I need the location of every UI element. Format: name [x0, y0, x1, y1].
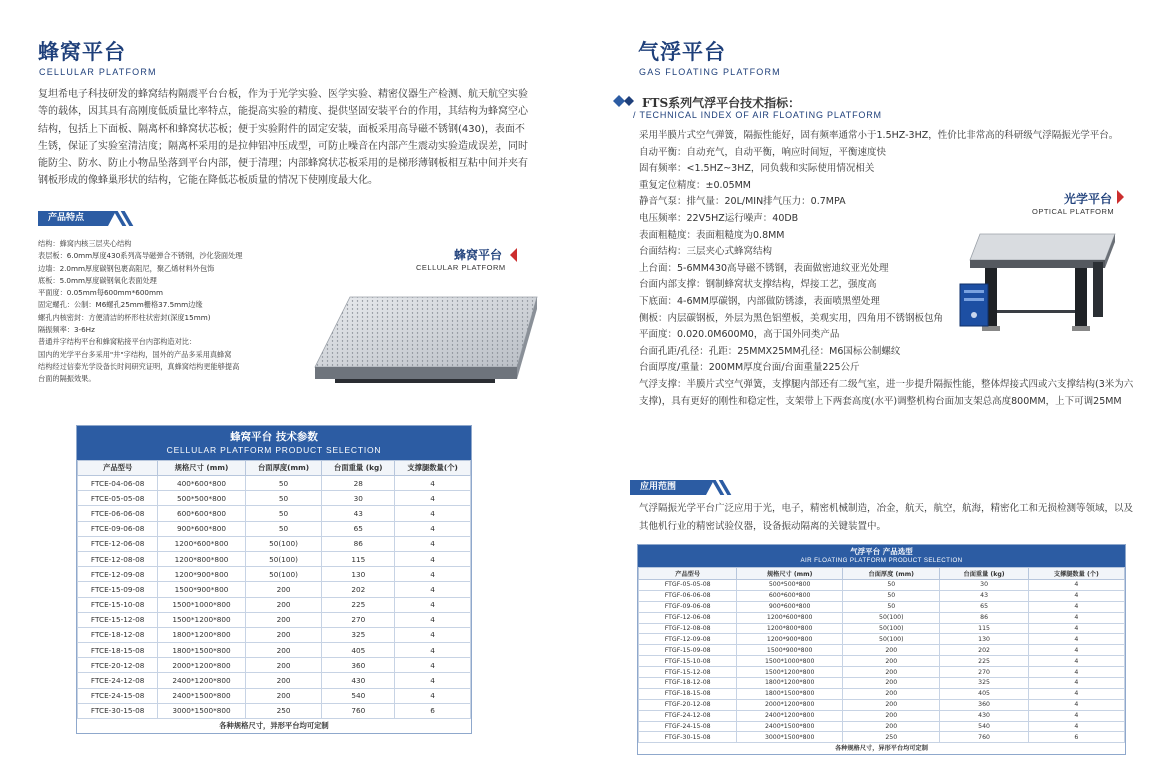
table-cell: 430: [940, 710, 1028, 721]
table-cell: 4: [1028, 688, 1124, 699]
table-cell: 4: [1028, 601, 1124, 612]
table-cell: 50(100): [245, 536, 322, 551]
table-cell: FTCE-15-09-08: [78, 582, 158, 597]
table-cell: 4: [1028, 634, 1124, 645]
table-row: [639, 688, 1125, 699]
spec-item: 静音气泵：排气量：20L/MIN排气压力：0.7MPA: [639, 196, 846, 208]
table-cell: 115: [940, 623, 1028, 634]
table-cell: 200: [245, 658, 322, 673]
spec-item: 气浮支撑：半膜片式空气弹簧，支撑腿内部还有二级气室，进一步提升隔振性能，整体焊接式四或六支撑结构(3米为六支撑)，具有更好的刚性和稳定性，支架带上下两套高度(水平)调整机构台面加支架总高度800MM，上下可调25MM: [639, 378, 1134, 407]
table-row: [78, 551, 471, 566]
table-cell: 1800*1500*800: [158, 643, 245, 658]
table-cell: 400*600*800: [158, 476, 245, 491]
spec-item: 采用半膜片式空气弹簧，隔振性能好，固有频率通常小于1.5HZ-3HZ，性价比非常高的科研级气浮隔振光学平台。: [639, 130, 1119, 141]
table-cell: 4: [395, 582, 471, 597]
table-cell: FTGF-18-12-08: [639, 678, 737, 689]
table-row: [78, 673, 471, 688]
table-title: 蜂窝平台 技术参数: [230, 431, 318, 443]
table-cell: 115: [322, 551, 395, 566]
table-cell: 65: [940, 601, 1028, 612]
table-row: [639, 612, 1125, 623]
spec-item: 自动平衡：自动充气，自动平衡，响应时间短，平衡速度快: [639, 146, 887, 158]
spec-item: 表面粗糙度：表面粗糙度为0.8MM: [639, 229, 785, 241]
table-cell: 325: [940, 678, 1028, 689]
table-cell: 900*600*800: [158, 521, 245, 536]
table-cell: FTCE-20-12-08: [78, 658, 158, 673]
table-row: [639, 590, 1125, 601]
table-cell: 600*600*800: [737, 590, 843, 601]
table-cell: 1800*1500*800: [737, 688, 843, 699]
table-row: [78, 536, 471, 551]
spec-item: 平面度：0.020.0M600M0，高于国外同类产品: [639, 329, 840, 341]
table-cell: 130: [940, 634, 1028, 645]
table-cell: FTCE-18-12-08: [78, 627, 158, 642]
table-cell: 50(100): [843, 612, 940, 623]
table-row: [639, 601, 1125, 612]
table-row: [78, 582, 471, 597]
table-cell: 4: [1028, 623, 1124, 634]
table-cell: FTGF-15-12-08: [639, 667, 737, 678]
table-cell: FTGF-15-09-08: [639, 645, 737, 656]
table-cell: 4: [395, 491, 471, 506]
table-cell: 4: [395, 476, 471, 491]
table-cell: 1500*900*800: [737, 645, 843, 656]
column-header: 台面重量 (kg): [940, 568, 1028, 580]
table-cell: 6: [395, 703, 471, 718]
table-cell: FTGF-12-08-08: [639, 623, 737, 634]
table-row: [639, 699, 1125, 710]
table-row: [78, 612, 471, 627]
table-row: [78, 643, 471, 658]
table-footer: 各种规格尺寸，异形平台均可定制: [835, 745, 928, 753]
spec-item: 重复定位精度：±0.05MM: [639, 179, 752, 191]
table-cell: 43: [940, 590, 1028, 601]
table-cell: FTCE-12-08-08: [78, 551, 158, 566]
table-cell: FTCE-15-10-08: [78, 597, 158, 612]
table-cell: 50: [843, 580, 940, 591]
table-cell: 4: [395, 597, 471, 612]
column-header: 台面厚度 (mm): [843, 568, 940, 580]
page-subtitle: CELLULAR PLATFORM: [39, 67, 157, 77]
table-cell: 200: [245, 688, 322, 703]
table-cell: 28: [322, 476, 395, 491]
feature-item: 国内的光学平台多采用"井"字结构，国外的产品多采用真蜂窝: [38, 349, 232, 359]
table-title: 气浮平台 产品选型: [850, 547, 913, 556]
page-title: 蜂窝平台: [38, 40, 126, 64]
table-subtitle: AIR FLOATING PLATFORM PRODUCT SELECTION: [800, 557, 963, 564]
cellular-platform-image: [305, 295, 540, 390]
table-footer: 各种规格尺寸，异形平台均可定制: [219, 721, 329, 730]
table-cell: 1800*1200*800: [158, 627, 245, 642]
table-cell: FTCE-18-15-08: [78, 643, 158, 658]
table-row: [78, 658, 471, 673]
table-row: [78, 597, 471, 612]
product-sublabel: OPTICAL PLATFORM: [1032, 207, 1115, 216]
table-cell: 4: [395, 643, 471, 658]
spec-item: 固有频率：<1.5HZ~3HZ，同负载和实际使用情况相关: [639, 163, 875, 175]
page-subtitle: GAS FLOATING PLATFORM: [639, 67, 781, 77]
table-cell: 1200*900*800: [737, 634, 843, 645]
feature-item: 底板：5.0mm厚度碳钢氧化表面处理: [38, 275, 157, 285]
table-subtitle: CELLULAR PLATFORM PRODUCT SELECTION: [166, 445, 382, 455]
table-cell: FTCE-12-09-08: [78, 567, 158, 582]
table-cell: 50(100): [843, 623, 940, 634]
table-cell: 4: [395, 688, 471, 703]
table-cell: 2000*1200*800: [737, 699, 843, 710]
column-header: 产品型号: [78, 461, 158, 476]
table-cell: 1200*600*800: [158, 536, 245, 551]
table-cell: 3000*1500*800: [737, 732, 843, 743]
fts-section-title: FTS系列气浮平台技术指标：: [642, 96, 801, 110]
table-cell: 50(100): [843, 634, 940, 645]
table-cell: FTCE-06-06-08: [78, 506, 158, 521]
product-label: 光学平台: [1063, 192, 1112, 206]
table-cell: 4: [1028, 612, 1124, 623]
spec-item: 侧板：内层碳钢板，外层为黑色铝塑板，美观实用，四角用不锈钢板包角: [639, 312, 944, 324]
intro-paragraph: 复坦希电子科技研发的蜂窝结构隔震平台台板，作为于光学实验、医学实验、精密仪器生产检测、航天航空实验等的载体，因其具有高刚度低质量比率特点，能提高实验的精度、提供坚固安装平台的作用，其结构为蜂窝空心结构，包括上下面板、隔离杯和蜂窝状芯板；便于实验附件的固定安装，面板采用高导磁不锈钢(430)，表面不生锈，保证了实验室清洁度；隔离杯采用的是拉伸铝冲压成型，可防止噪音在内部产生震动实验造成误差，同时能防尘、防水、防止小物品坠落到平台内部，便于清理；内部蜂窝状芯板采用的是梯形薄钢板相互粘中间并夹有钢板形成的像蜂巢形状的结构，它能在降低芯板质量的情况下使刚度最大化。: [38, 89, 528, 187]
table-cell: 500*500*800: [737, 580, 843, 591]
table-cell: 4: [1028, 590, 1124, 601]
table-cell: FTCE-15-12-08: [78, 612, 158, 627]
table-row: [639, 710, 1125, 721]
table-cell: FTCE-04-06-08: [78, 476, 158, 491]
table-cell: 4: [395, 567, 471, 582]
table-cell: 50: [245, 506, 322, 521]
spec-item: 台面孔距/孔径：孔距：25MMX25MM孔径：M6国标公制螺纹: [639, 345, 901, 357]
features-tag: [38, 211, 108, 226]
table-cell: FTGF-18-15-08: [639, 688, 737, 699]
table-cell: 4: [395, 506, 471, 521]
table-row: [78, 567, 471, 582]
table-cell: FTCE-09-06-08: [78, 521, 158, 536]
table-cell: 130: [322, 567, 395, 582]
table-cell: 500*500*800: [158, 491, 245, 506]
table-cell: 225: [322, 597, 395, 612]
feature-item: 结构：蜂窝内核三层夹心结构: [38, 239, 132, 248]
table-row: [78, 476, 471, 491]
table-cell: FTGF-15-10-08: [639, 656, 737, 667]
table-cell: FTGF-20-12-08: [639, 699, 737, 710]
table-row: [78, 688, 471, 703]
table-cell: 200: [843, 688, 940, 699]
table-cell: 760: [940, 732, 1028, 743]
table-cell: 6: [1028, 732, 1124, 743]
table-cell: FTCE-30-15-08: [78, 703, 158, 718]
table-cell: 1200*800*800: [737, 623, 843, 634]
table-row: [78, 521, 471, 536]
air-floating-spec-table: [637, 544, 1126, 755]
table-cell: FTCE-12-06-08: [78, 536, 158, 551]
table-cell: 200: [843, 699, 940, 710]
table-cell: 4: [395, 612, 471, 627]
table-cell: 2400*1200*800: [737, 710, 843, 721]
table-row: [639, 667, 1125, 678]
table-cell: 760: [322, 703, 395, 718]
table-cell: 1200*600*800: [737, 612, 843, 623]
table-cell: 4: [395, 521, 471, 536]
apply-paragraph: 气浮隔振光学平台广泛应用于光，电子，精密机械制造，冶金，航天，航空，航海，精密化工和无损检测等领域，以及其他机行业的精密试验仪器，设备振动隔离的关键装置中。: [639, 503, 1134, 532]
table-cell: FTGF-12-09-08: [639, 634, 737, 645]
spec-item: 台面厚度/重量：200MM厚度台面/台面重量225公斤: [639, 362, 860, 374]
table-cell: 4: [1028, 645, 1124, 656]
fts-section-subtitle: / TECHNICAL INDEX OF AIR FLOATING PLATFORM: [633, 110, 882, 120]
table-cell: 2400*1500*800: [158, 688, 245, 703]
table-cell: 405: [322, 643, 395, 658]
table-row: [639, 623, 1125, 634]
table-cell: FTGF-05-05-08: [639, 580, 737, 591]
table-cell: FTGF-30-15-08: [639, 732, 737, 743]
table-cell: 540: [322, 688, 395, 703]
table-cell: 1200*800*800: [158, 551, 245, 566]
table-cell: 270: [940, 667, 1028, 678]
table-row: [639, 656, 1125, 667]
feature-item: 平面度：0.05mm每600mm*600mm: [38, 288, 163, 298]
table-cell: FTCE-05-05-08: [78, 491, 158, 506]
table-cell: 200: [843, 656, 940, 667]
table-cell: 86: [322, 536, 395, 551]
table-cell: 200: [843, 721, 940, 732]
table-cell: 200: [245, 627, 322, 642]
table-cell: 270: [322, 612, 395, 627]
table-cell: 4: [1028, 667, 1124, 678]
air-floating-table: [638, 567, 1125, 743]
table-cell: 600*600*800: [158, 506, 245, 521]
table-cell: 325: [322, 627, 395, 642]
table-cell: 50: [843, 590, 940, 601]
table-row: [639, 645, 1125, 656]
features-list: [38, 238, 303, 386]
table-cell: 4: [395, 627, 471, 642]
table-cell: 1500*1000*800: [737, 656, 843, 667]
table-cell: 200: [245, 643, 322, 658]
table-cell: FTCE-24-15-08: [78, 688, 158, 703]
feature-item: 边墙：2.0mm厚度碳钢包裹高阻尼，聚乙烯材料外包饰: [38, 263, 215, 273]
table-cell: FTGF-06-06-08: [639, 590, 737, 601]
table-cell: 50: [245, 521, 322, 536]
table-cell: 4: [1028, 656, 1124, 667]
table-row: [639, 678, 1125, 689]
table-cell: 4: [395, 551, 471, 566]
table-cell: 2400*1200*800: [158, 673, 245, 688]
apply-tag: [630, 480, 706, 495]
table-row: [639, 634, 1125, 645]
red-triangle-icon: [510, 248, 517, 262]
feature-item: 表层板：6.0mm厚度430系列高导磁弹合不锈钢，沙化袋面处理: [38, 251, 243, 261]
table-cell: 225: [940, 656, 1028, 667]
table-cell: 900*600*800: [737, 601, 843, 612]
table-cell: 30: [322, 491, 395, 506]
table-row: [78, 491, 471, 506]
cellular-table: [77, 460, 471, 719]
spec-item: 电压频率：22V5HZ运行噪声：40DB: [639, 212, 799, 224]
column-header: 台面重量 (kg): [322, 461, 395, 476]
table-cell: 360: [322, 658, 395, 673]
table-cell: 1500*1000*800: [158, 597, 245, 612]
table-cell: 50(100): [245, 551, 322, 566]
table-cell: 86: [940, 612, 1028, 623]
spec-item: 上台面：5-6MM430高导磁不锈钢，表面做密迪纹亚光处理: [639, 262, 889, 274]
feature-item: 隔振频率：3-6Hz: [38, 325, 95, 335]
product-label: 蜂窝平台: [453, 248, 502, 262]
table-cell: 1200*900*800: [158, 567, 245, 582]
table-cell: 200: [843, 710, 940, 721]
table-cell: FTGF-12-06-08: [639, 612, 737, 623]
table-cell: 50(100): [245, 567, 322, 582]
double-diamond-icon: [613, 95, 637, 107]
red-triangle-icon: [1117, 190, 1124, 204]
table-cell: 1500*1200*800: [737, 667, 843, 678]
table-row: [78, 506, 471, 521]
table-cell: 4: [395, 658, 471, 673]
table-cell: 50: [843, 601, 940, 612]
table-cell: 200: [245, 612, 322, 627]
feature-item: 普通并字结构平台和蜂窝粘接平台内部构造对比：: [38, 337, 197, 347]
table-cell: 540: [940, 721, 1028, 732]
table-cell: 4: [395, 536, 471, 551]
table-cell: 50: [245, 491, 322, 506]
feature-item: 螺孔内核密封：方便清洁的杯形柱状密封(深度15mm): [38, 312, 211, 322]
column-header: 台面厚度(mm): [245, 461, 322, 476]
table-cell: 200: [245, 673, 322, 688]
optical-platform-image: [955, 222, 1125, 342]
table-cell: 200: [245, 582, 322, 597]
table-cell: 43: [322, 506, 395, 521]
table-cell: 4: [1028, 678, 1124, 689]
table-cell: 2400*1500*800: [737, 721, 843, 732]
table-cell: 202: [322, 582, 395, 597]
apply-tag-label: 应用范围: [640, 482, 677, 492]
table-cell: FTCE-24-12-08: [78, 673, 158, 688]
table-cell: 4: [1028, 699, 1124, 710]
table-cell: 1500*900*800: [158, 582, 245, 597]
feature-item: 台面的隔振效果。: [38, 374, 96, 384]
table-cell: 4: [395, 673, 471, 688]
table-cell: 2000*1200*800: [158, 658, 245, 673]
cellular-spec-table: [76, 425, 472, 734]
table-cell: 250: [843, 732, 940, 743]
spec-item: 台面内部支撑：钢制蜂窝状支撑结构，焊接工艺，强度高: [639, 279, 877, 291]
table-cell: 1500*1200*800: [158, 612, 245, 627]
table-cell: 65: [322, 521, 395, 536]
table-cell: 200: [843, 645, 940, 656]
table-cell: 1800*1200*800: [737, 678, 843, 689]
table-cell: 4: [1028, 580, 1124, 591]
table-cell: 200: [843, 678, 940, 689]
table-cell: 200: [843, 667, 940, 678]
table-row: [78, 627, 471, 642]
column-header: 支撑腿数量(个): [395, 461, 471, 476]
spec-item: 下底面：4-6MM厚碳钢，内部做防锈漆，表面喷黑塑处理: [639, 295, 880, 307]
table-cell: 202: [940, 645, 1028, 656]
table-cell: 200: [245, 597, 322, 612]
column-header: 产品型号: [639, 568, 737, 580]
table-cell: 430: [322, 673, 395, 688]
table-cell: 50: [245, 476, 322, 491]
feature-item: 固定螺孔：公制：M6螺孔25mm栅格37.5mm边缘: [38, 300, 203, 310]
table-header-banner: [77, 426, 471, 460]
table-cell: 250: [245, 703, 322, 718]
table-cell: 4: [1028, 721, 1124, 732]
feature-item: 结构经过信泰光学设备长时间研究证明，真蜂窝结构更能够提高: [38, 361, 240, 371]
product-sublabel: CELLULAR PLATFORM: [416, 263, 506, 272]
table-cell: 30: [940, 580, 1028, 591]
features-tag-label: 产品特点: [48, 213, 85, 223]
table-cell: 4: [1028, 710, 1124, 721]
table-cell: 360: [940, 699, 1028, 710]
spec-item: 台面结构：三层夹心式蜂窝结构: [639, 246, 773, 258]
column-header: 规格尺寸 (mm): [158, 461, 245, 476]
page-title: 气浮平台: [638, 40, 726, 64]
table-header-banner: [638, 545, 1125, 567]
table-row: [639, 732, 1125, 743]
table-cell: FTGF-24-12-08: [639, 710, 737, 721]
table-cell: FTGF-24-15-08: [639, 721, 737, 732]
table-row: [78, 703, 471, 718]
table-cell: 405: [940, 688, 1028, 699]
table-cell: 3000*1500*800: [158, 703, 245, 718]
table-row: [639, 580, 1125, 591]
table-row: [639, 721, 1125, 732]
column-header: 支撑腿数量 (个): [1028, 568, 1124, 580]
table-cell: FTGF-09-06-08: [639, 601, 737, 612]
column-header: 规格尺寸 (mm): [737, 568, 843, 580]
